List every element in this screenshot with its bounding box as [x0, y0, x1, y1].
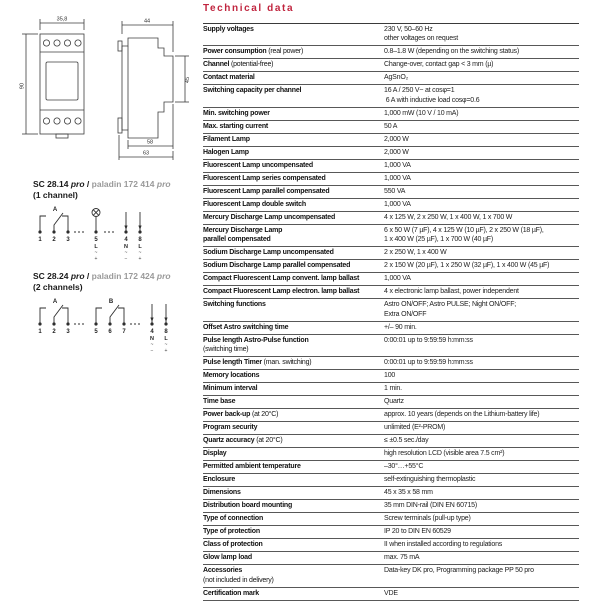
- row-value: 45 x 35 x 58 mm: [384, 487, 579, 500]
- row-label: Max. starting current: [203, 120, 384, 133]
- table-row: [203, 260, 579, 273]
- product-2-model-suffix: pro: [70, 271, 85, 281]
- terminal-mark: ~: [94, 250, 98, 256]
- left-panel: [0, 0, 200, 600]
- product-1-alias-suffix: pro: [156, 179, 171, 189]
- row-value: 100: [384, 369, 579, 382]
- table-row: [203, 422, 579, 435]
- terminal-mark: +: [164, 348, 168, 354]
- row-value: –30°…+55°C: [384, 461, 579, 474]
- row-label: Certification mark: [203, 587, 384, 600]
- terminal-label: N: [150, 336, 154, 342]
- row-value: 4 x electronic lamp ballast, power independent: [384, 286, 579, 299]
- row-value: self-extinguishing thermoplastic: [384, 474, 579, 487]
- table-row: [203, 273, 579, 286]
- row-label: Power consumption (real power): [203, 46, 384, 59]
- row-label: Pulse length Astro-Pulse function (switching time): [203, 334, 384, 356]
- row-value: ≤ ±0.5 sec./day: [384, 435, 579, 448]
- table-row: [203, 382, 579, 395]
- product-1-separator: /: [86, 179, 90, 189]
- technical-data-section: [203, 3, 580, 601]
- table-row: [203, 185, 579, 198]
- terminal-number: 4: [124, 237, 128, 243]
- row-value: 4 x 125 W, 2 x 250 W, 1 x 400 W, 1 x 700 W: [384, 211, 579, 224]
- row-label: Quartz accuracy (at 20°C): [203, 435, 384, 448]
- table-row: [203, 356, 579, 369]
- product-2-model: SC 28.24: [33, 271, 69, 281]
- terminal-label: L: [164, 336, 168, 342]
- row-value: max. 75 mA: [384, 552, 579, 565]
- dim-front-width: 35,8: [56, 16, 68, 23]
- table-row: [203, 46, 579, 59]
- terminal-number: 5: [94, 329, 98, 335]
- table-row: [203, 172, 579, 185]
- product-1-alias: paladin 172 414: [91, 179, 155, 189]
- terminal-number: 6: [108, 329, 112, 335]
- row-value: 6 x 50 W (7 µF), 4 x 125 W (10 µF), 2 x 250 W (18 µF), 1 x 400 W (25 µF), 1 x 700 W (40 µF): [384, 224, 579, 246]
- row-label: Filament Lamp: [203, 133, 384, 146]
- terminal-number: 3: [66, 237, 70, 243]
- product-2-name: [33, 271, 171, 282]
- product-heading-1: [33, 179, 171, 202]
- row-label: Permitted ambient temperature: [203, 461, 384, 474]
- row-value: 2,000 W: [384, 146, 579, 159]
- terminal-mark: −: [124, 256, 128, 262]
- table-row: [203, 500, 579, 513]
- table-row: [203, 448, 579, 461]
- terminal-number: 7: [122, 329, 126, 335]
- table-row: [203, 133, 579, 146]
- product-1-channels: (1 channel): [33, 190, 78, 201]
- table-row: [203, 24, 579, 46]
- terminal-number: 3: [66, 329, 70, 335]
- dim-side-height: 45: [185, 76, 191, 84]
- row-value: Screw terminals (pull-up type): [384, 513, 579, 526]
- table-row: [203, 224, 579, 246]
- terminal-number: 2: [52, 237, 56, 243]
- product-heading-2: [33, 271, 171, 294]
- table-row: [203, 565, 579, 587]
- row-label: Supply voltages: [203, 24, 384, 46]
- row-label: Type of protection: [203, 526, 384, 539]
- table-row: [203, 321, 579, 334]
- row-value: Astro ON/OFF; Astro PULSE; Night ON/OFF; Extra ON/OFF: [384, 299, 579, 321]
- row-value: Data-key DK pro, Programming package PP 50 pro: [384, 565, 579, 587]
- row-label: Compact Fluorescent Lamp convent. lamp ballast: [203, 273, 384, 286]
- row-value: 1,000 VA: [384, 273, 579, 286]
- row-value: Change-over, contact gap < 3 mm (µ): [384, 59, 579, 72]
- wiring-diagram-2: [30, 296, 200, 356]
- table-row: [203, 299, 579, 321]
- dim-side-depth-top: 44: [143, 18, 151, 25]
- row-label: Fluorescent Lamp parallel compensated: [203, 185, 384, 198]
- product-1-model: SC 28.14: [33, 179, 69, 189]
- dim-front-height: 90: [19, 82, 26, 90]
- row-label: Glow lamp load: [203, 552, 384, 565]
- terminal-number: 5: [94, 237, 98, 243]
- terminal-number: 2: [52, 329, 56, 335]
- terminal-label: L: [138, 244, 142, 250]
- table-row: [203, 435, 579, 448]
- terminal-mark: ~: [138, 250, 142, 256]
- table-row: [203, 85, 579, 107]
- terminal-number: 8: [164, 329, 168, 335]
- spec-table-body: [203, 24, 579, 601]
- row-value: II when installed according to regulations: [384, 539, 579, 552]
- row-label: Class of protection: [203, 539, 384, 552]
- terminal-label: L: [94, 244, 98, 250]
- row-value: 1,000 mW (10 V / 10 mA): [384, 107, 579, 120]
- table-row: [203, 247, 579, 260]
- table-row: [203, 539, 579, 552]
- row-label: Display: [203, 448, 384, 461]
- row-label: Minimum interval: [203, 382, 384, 395]
- table-row: [203, 513, 579, 526]
- spec-table: [203, 23, 579, 601]
- terminal-number: 4: [150, 329, 154, 335]
- table-row: [203, 72, 579, 85]
- wiring2-channel-b-label: B: [108, 299, 114, 305]
- row-label: Distribution board mounting: [203, 500, 384, 513]
- table-row: [203, 474, 579, 487]
- product-2-separator: /: [86, 271, 90, 281]
- row-label: Offset Astro switching time: [203, 321, 384, 334]
- table-row: [203, 334, 579, 356]
- table-row: [203, 526, 579, 539]
- row-label: Time base: [203, 395, 384, 408]
- row-label: Memory locations: [203, 369, 384, 382]
- row-value: +/– 90 min.: [384, 321, 579, 334]
- terminal-mark: ~: [150, 342, 154, 348]
- row-value: 35 mm DIN-rail (DIN EN 60715): [384, 500, 579, 513]
- row-label: Fluorescent Lamp double switch: [203, 198, 384, 211]
- row-value: 2 x 250 W, 1 x 400 W: [384, 247, 579, 260]
- terminal-mark: ~: [124, 250, 128, 256]
- row-label: Fluorescent Lamp uncompensated: [203, 159, 384, 172]
- row-value: 550 VA: [384, 185, 579, 198]
- product-2-channels: (2 channels): [33, 282, 83, 293]
- terminal-mark: +: [138, 256, 142, 262]
- row-label: Halogen Lamp: [203, 146, 384, 159]
- row-value: unlimited (E²-PROM): [384, 422, 579, 435]
- row-value: 230 V, 50–60 Hz other voltages on request: [384, 24, 579, 46]
- table-row: [203, 552, 579, 565]
- product-2-alias-suffix: pro: [156, 271, 171, 281]
- table-row: [203, 286, 579, 299]
- terminal-mark: −: [150, 348, 154, 354]
- row-label: Sodium Discharge Lamp uncompensated: [203, 247, 384, 260]
- product-2-alias: paladin 172 424: [91, 271, 155, 281]
- row-value: IP 20 to DIN EN 60529: [384, 526, 579, 539]
- table-row: [203, 395, 579, 408]
- row-label: Sodium Discharge Lamp parallel compensated: [203, 260, 384, 273]
- row-label: Mercury Discharge Lamp parallel compensated: [203, 224, 384, 246]
- row-value: VDE: [384, 587, 579, 600]
- table-row: [203, 198, 579, 211]
- row-label: Switching functions: [203, 299, 384, 321]
- terminal-number: 1: [38, 329, 42, 335]
- dimension-drawing: [16, 12, 200, 166]
- row-value: 1,000 VA: [384, 172, 579, 185]
- row-label: Type of connection: [203, 513, 384, 526]
- row-label: Switching capacity per channel: [203, 85, 384, 107]
- row-label: Mercury Discharge Lamp uncompensated: [203, 211, 384, 224]
- table-row: [203, 59, 579, 72]
- side-view: [118, 18, 189, 160]
- dim-side-depth-total: 63: [142, 150, 150, 157]
- row-value: 2,000 W: [384, 133, 579, 146]
- row-label: Power back-up (at 20°C): [203, 408, 384, 421]
- dim-side-depth: 58: [146, 139, 154, 146]
- table-row: [203, 211, 579, 224]
- table-row: [203, 107, 579, 120]
- row-label: Fluorescent Lamp series compensated: [203, 172, 384, 185]
- row-value: 50 A: [384, 120, 579, 133]
- table-row: [203, 146, 579, 159]
- front-view: [19, 16, 84, 138]
- row-label: Channel (potential-free): [203, 59, 384, 72]
- row-label: Dimensions: [203, 487, 384, 500]
- row-label: Compact Fluorescent Lamp electron. lamp ballast: [203, 286, 384, 299]
- wiring2-channel-a-label: A: [52, 299, 58, 305]
- table-row: [203, 369, 579, 382]
- table-row: [203, 159, 579, 172]
- row-value: 0.8–1.8 W (depending on the switching status): [384, 46, 579, 59]
- row-value: 2 x 150 W (20 µF), 1 x 250 W (32 µF), 1 x 400 W (45 µF): [384, 260, 579, 273]
- row-value: 1,000 VA: [384, 159, 579, 172]
- table-row: [203, 120, 579, 133]
- row-value: Quartz: [384, 395, 579, 408]
- row-value: 1 min.: [384, 382, 579, 395]
- page-title: Technical data: [203, 3, 295, 14]
- row-value: high resolution LCD (visible area 7.5 cm²): [384, 448, 579, 461]
- wiring1-channel-a-label: A: [52, 207, 58, 213]
- product-1-name: [33, 179, 171, 190]
- row-label: Accessories (not included in delivery): [203, 565, 384, 587]
- row-label: Program security: [203, 422, 384, 435]
- row-value: AgSnO₂: [384, 72, 579, 85]
- terminal-mark: +: [94, 256, 98, 262]
- row-label: Enclosure: [203, 474, 384, 487]
- row-value: 0:00:01 up to 9:59:59 h:mm:ss: [384, 334, 579, 356]
- row-value: approx. 10 years (depends on the Lithium-battery life): [384, 408, 579, 421]
- terminal-number: 1: [38, 237, 42, 243]
- table-row: [203, 487, 579, 500]
- table-row: [203, 461, 579, 474]
- terminal-label: N: [124, 244, 128, 250]
- row-value: 1,000 VA: [384, 198, 579, 211]
- row-value: 0:00:01 up to 9:59:59 h:mm:ss: [384, 356, 579, 369]
- row-label: Pulse length Timer (man. switching): [203, 356, 384, 369]
- terminal-mark: ~: [164, 342, 168, 348]
- product-1-model-suffix: pro: [70, 179, 85, 189]
- row-label: Min. switching power: [203, 107, 384, 120]
- terminal-number: 8: [138, 237, 142, 243]
- row-value: 16 A / 250 V~ at cosφ=1 6 A with inductive load cosφ=0.6: [384, 85, 579, 107]
- row-label: Contact material: [203, 72, 384, 85]
- table-row: [203, 587, 579, 600]
- wiring-diagram-1: [30, 204, 180, 264]
- table-row: [203, 408, 579, 421]
